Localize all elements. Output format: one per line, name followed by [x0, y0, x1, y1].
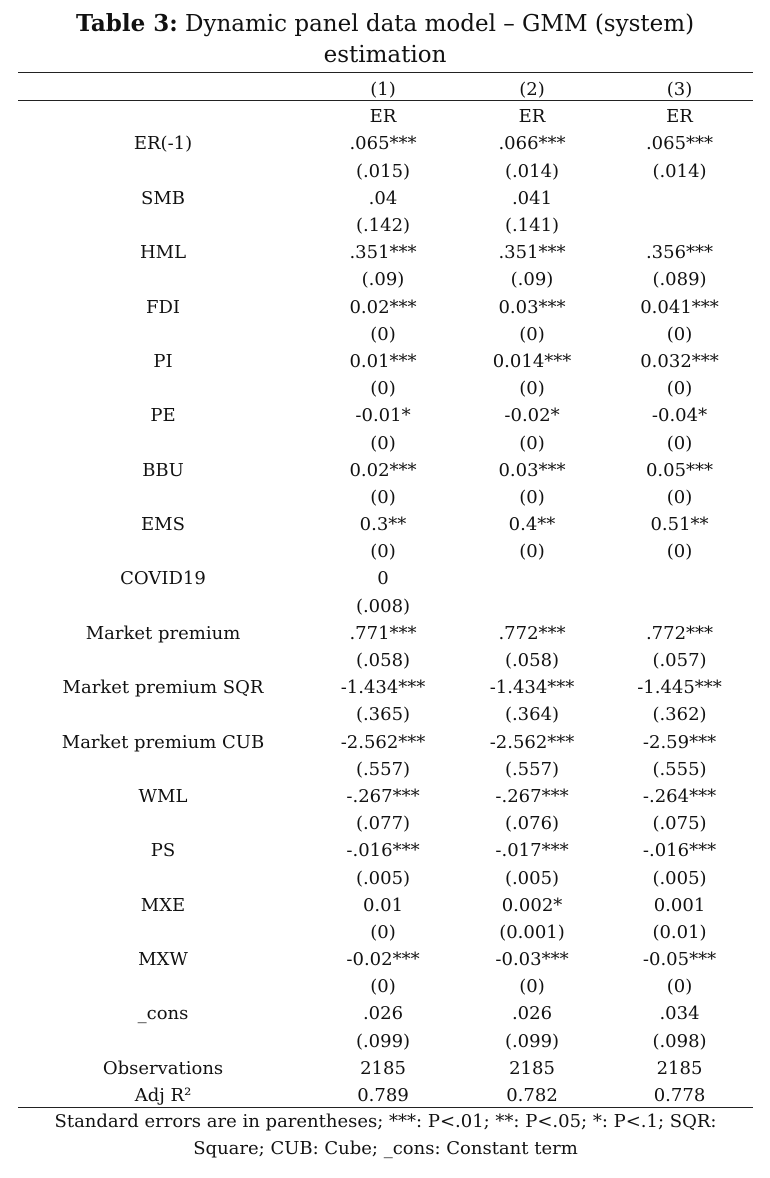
coefficient-cell: 0.3**: [359, 514, 407, 536]
standard-error-cell: (.008): [355, 595, 411, 617]
standard-error-row: [18, 593, 753, 620]
coefficient-cell: [458, 565, 606, 592]
standard-error-cell: (.075): [652, 813, 707, 835]
header-blank: [18, 76, 308, 103]
coefficient-cell: -.267***: [495, 785, 569, 807]
coefficient-cell: 0.05***: [645, 459, 714, 481]
coefficient-cell: -.264***: [642, 785, 717, 807]
standard-error-cell: (.365): [355, 704, 411, 726]
coefficient-cell: -2.562***: [489, 731, 575, 753]
coefficient-cell: -0.03***: [495, 949, 569, 971]
coefficient-cell: 0.01***: [349, 350, 417, 372]
variable-name: COVID19: [120, 568, 206, 590]
standard-error-cell: (.364): [504, 704, 560, 726]
column-header: (1): [370, 79, 396, 101]
note-line: Square; CUB: Cube; _cons: Constant term: [193, 1138, 578, 1159]
coefficient-row: [18, 511, 753, 538]
statistic-value: 0.782: [506, 1085, 558, 1107]
blank-cell: [18, 647, 308, 674]
coefficient-row: [18, 837, 753, 864]
standard-error-row: [18, 647, 753, 674]
standard-error-cell: (.099): [355, 1030, 411, 1052]
standard-error-row: [18, 375, 753, 402]
standard-error-cell: [606, 212, 753, 239]
coefficient-cell: 0.041***: [640, 296, 719, 318]
coefficient-cell: .771***: [349, 622, 417, 644]
standard-error-cell: (.014): [652, 160, 707, 182]
coefficient-row: [18, 946, 753, 973]
standard-error-cell: (0): [519, 976, 545, 998]
standard-error-cell: (0): [666, 432, 693, 454]
coefficient-cell: 0.01: [362, 894, 404, 916]
coefficient-cell: .066***: [498, 133, 566, 155]
coefficient-cell: -.017***: [495, 840, 569, 862]
standard-error-cell: (0): [519, 432, 545, 454]
coefficient-cell: .041: [511, 187, 553, 209]
variable-name: EMS: [141, 514, 185, 536]
standard-error-row: [18, 756, 753, 783]
standard-error-cell: (0): [370, 976, 396, 998]
blank-cell: [18, 429, 308, 456]
column-header: (3): [666, 79, 693, 101]
coefficient-cell: 0.03***: [498, 459, 566, 481]
table-caption: Dynamic panel data model – GMM (system): [185, 11, 695, 37]
blank-cell: [18, 266, 308, 293]
standard-error-cell: (.005): [652, 867, 707, 889]
coefficient-row: [18, 729, 753, 756]
standard-error-cell: (0): [370, 378, 396, 400]
table-note: [18, 1108, 753, 1162]
standard-error-cell: (.362): [652, 704, 707, 726]
standard-error-cell: (.557): [504, 758, 560, 780]
standard-error-row: [18, 810, 753, 837]
blank-cell: [18, 593, 308, 620]
coefficient-cell: .351***: [349, 242, 417, 264]
standard-error-cell: (.058): [504, 650, 560, 672]
coefficient-cell: -0.01*: [355, 405, 411, 427]
coefficient-row: [18, 620, 753, 647]
statistic-name: Adj R²: [134, 1085, 192, 1107]
coefficient-cell: .04: [368, 187, 398, 209]
standard-error-row: [18, 919, 753, 946]
top-rule: [18, 72, 753, 73]
regression-table: [18, 76, 753, 1109]
coefficient-cell: -.016***: [642, 840, 717, 862]
standard-error-cell: (.141): [504, 215, 560, 237]
coefficient-row: [18, 783, 753, 810]
coefficient-row: [18, 239, 753, 266]
coefficient-row: [18, 185, 753, 212]
coefficient-cell: -1.434***: [489, 677, 575, 699]
standard-error-cell: (0): [666, 976, 693, 998]
coefficient-row: [18, 348, 753, 375]
standard-error-row: [18, 538, 753, 565]
column-number-row: [18, 76, 753, 103]
standard-error-cell: (0): [370, 921, 396, 943]
coefficient-cell: -0.04*: [651, 405, 708, 427]
standard-error-cell: (.057): [652, 650, 707, 672]
coefficient-cell: .065***: [349, 133, 417, 155]
statistic-value: 2185: [360, 1057, 406, 1079]
standard-error-cell: [458, 593, 606, 620]
standard-error-row: [18, 429, 753, 456]
coefficient-cell: 0.02***: [349, 459, 417, 481]
coefficient-cell: 0.032***: [640, 350, 719, 372]
standard-error-cell: (0): [370, 541, 396, 563]
coefficient-cell: 0.51**: [650, 514, 709, 536]
coefficient-row: [18, 457, 753, 484]
blank-cell: [18, 158, 308, 185]
coefficient-cell: -1.445***: [637, 677, 722, 699]
variable-name: MXW: [138, 949, 188, 971]
standard-error-cell: [606, 593, 753, 620]
dependent-variable: ER: [369, 106, 397, 128]
standard-error-row: [18, 266, 753, 293]
standard-error-cell: (0): [519, 323, 545, 345]
dependent-variable: ER: [666, 106, 693, 128]
statistic-value: 0.778: [653, 1085, 706, 1107]
blank-cell: [18, 375, 308, 402]
standard-error-cell: (.557): [355, 758, 411, 780]
standard-error-cell: (.142): [355, 215, 411, 237]
variable-name: SMB: [141, 187, 185, 209]
coefficient-cell: .351***: [498, 242, 566, 264]
statistic-value: 2185: [509, 1057, 555, 1079]
header-blank: [18, 103, 308, 130]
standard-error-cell: (0): [666, 541, 693, 563]
coefficient-row: [18, 1000, 753, 1027]
standard-error-cell: (.099): [504, 1030, 560, 1052]
table-label: Table 3:: [75, 10, 178, 37]
standard-error-row: [18, 158, 753, 185]
standard-error-cell: (0): [519, 541, 545, 563]
coefficient-cell: .065***: [645, 133, 714, 155]
variable-name: WML: [138, 785, 188, 807]
standard-error-cell: (0): [666, 378, 693, 400]
variable-name: PE: [150, 405, 176, 427]
coefficient-cell: [606, 185, 753, 212]
coefficient-cell: 0.014***: [492, 350, 572, 372]
standard-error-cell: (.076): [504, 813, 560, 835]
blank-cell: [18, 864, 308, 891]
table-caption-continued: estimation: [323, 42, 447, 68]
standard-error-cell: (0.001): [499, 921, 565, 943]
standard-error-row: [18, 1028, 753, 1055]
statistic-name: Observations: [102, 1057, 224, 1079]
dependent-variable-row: [18, 103, 753, 130]
coefficient-cell: .026: [362, 1003, 404, 1025]
coefficient-row: [18, 674, 753, 701]
statistic-value: 0.789: [357, 1085, 409, 1107]
standard-error-cell: (.015): [355, 160, 411, 182]
coefficient-cell: -0.02***: [346, 949, 420, 971]
blank-cell: [18, 810, 308, 837]
coefficient-cell: .356***: [645, 242, 714, 264]
coefficient-cell: 0.03***: [498, 296, 566, 318]
standard-error-cell: (0): [370, 486, 396, 508]
coefficient-cell: 0.4**: [508, 514, 556, 536]
coefficient-cell: -0.02*: [504, 405, 560, 427]
coefficient-cell: .772***: [645, 622, 714, 644]
coefficient-row: [18, 892, 753, 919]
coefficient-cell: 0.02***: [349, 296, 417, 318]
blank-cell: [18, 919, 308, 946]
blank-cell: [18, 484, 308, 511]
standard-error-cell: (.014): [504, 160, 560, 182]
standard-error-cell: (0): [519, 486, 545, 508]
coefficient-cell: .026: [511, 1003, 553, 1025]
standard-error-row: [18, 484, 753, 511]
variable-name: PS: [150, 840, 176, 862]
statistic-row: [18, 1055, 753, 1082]
blank-cell: [18, 538, 308, 565]
coefficient-row: [18, 294, 753, 321]
dependent-variable: ER: [518, 106, 546, 128]
variable-name: MXE: [140, 894, 186, 916]
standard-error-row: [18, 321, 753, 348]
standard-error-cell: (0): [370, 323, 396, 345]
standard-error-cell: (0): [519, 378, 545, 400]
statistic-value: 2185: [656, 1057, 703, 1079]
standard-error-cell: (.09): [510, 269, 554, 291]
standard-error-cell: (0): [666, 323, 693, 345]
standard-error-cell: (.077): [355, 813, 411, 835]
variable-name: FDI: [145, 296, 181, 318]
standard-error-cell: (.089): [652, 269, 707, 291]
coefficient-row: [18, 565, 753, 592]
coefficient-cell: -.016***: [346, 840, 420, 862]
table-title: [0, 8, 770, 71]
coefficient-row: [18, 130, 753, 157]
coefficient-cell: [606, 565, 753, 592]
standard-error-row: [18, 864, 753, 891]
variable-name: BBU: [142, 459, 184, 481]
variable-name: _cons: [137, 1003, 189, 1025]
standard-error-cell: (.09): [361, 269, 405, 291]
coefficient-cell: -.267***: [346, 785, 420, 807]
coefficient-cell: -1.434***: [340, 677, 426, 699]
standard-error-cell: (.555): [652, 758, 707, 780]
variable-name: PI: [153, 350, 173, 372]
blank-cell: [18, 212, 308, 239]
note-line: Standard errors are in parentheses; ***: P<.01; **: P<.05; *: P<.1; SQR:: [54, 1111, 717, 1132]
coefficient-cell: -2.59***: [642, 731, 717, 753]
standard-error-row: [18, 212, 753, 239]
standard-error-cell: (0): [370, 432, 396, 454]
standard-error-row: [18, 973, 753, 1000]
coefficient-cell: -0.05***: [642, 949, 717, 971]
coefficient-cell: .034: [659, 1003, 700, 1025]
blank-cell: [18, 973, 308, 1000]
coefficient-cell: .772***: [498, 622, 566, 644]
statistic-row: [18, 1082, 753, 1109]
coefficient-row: [18, 402, 753, 429]
variable-name: HML: [139, 242, 187, 264]
coefficient-cell: -2.562***: [340, 731, 426, 753]
blank-cell: [18, 1028, 308, 1055]
coefficient-cell: 0.002*: [501, 894, 563, 916]
blank-cell: [18, 756, 308, 783]
standard-error-cell: (.005): [504, 867, 560, 889]
standard-error-cell: (.098): [652, 1030, 707, 1052]
standard-error-cell: (0): [666, 486, 693, 508]
variable-name: Market premium: [85, 622, 241, 644]
coefficient-cell: 0: [377, 568, 389, 590]
standard-error-cell: (.005): [355, 867, 411, 889]
variable-name: Market premium CUB: [61, 731, 265, 753]
standard-error-row: [18, 701, 753, 728]
variable-name: ER(-1): [133, 133, 193, 155]
blank-cell: [18, 321, 308, 348]
coefficient-cell: 0.001: [653, 894, 706, 916]
column-header: (2): [519, 79, 545, 101]
standard-error-cell: (.058): [355, 650, 411, 672]
variable-name: Market premium SQR: [62, 677, 264, 699]
standard-error-cell: (0.01): [652, 921, 707, 943]
blank-cell: [18, 701, 308, 728]
